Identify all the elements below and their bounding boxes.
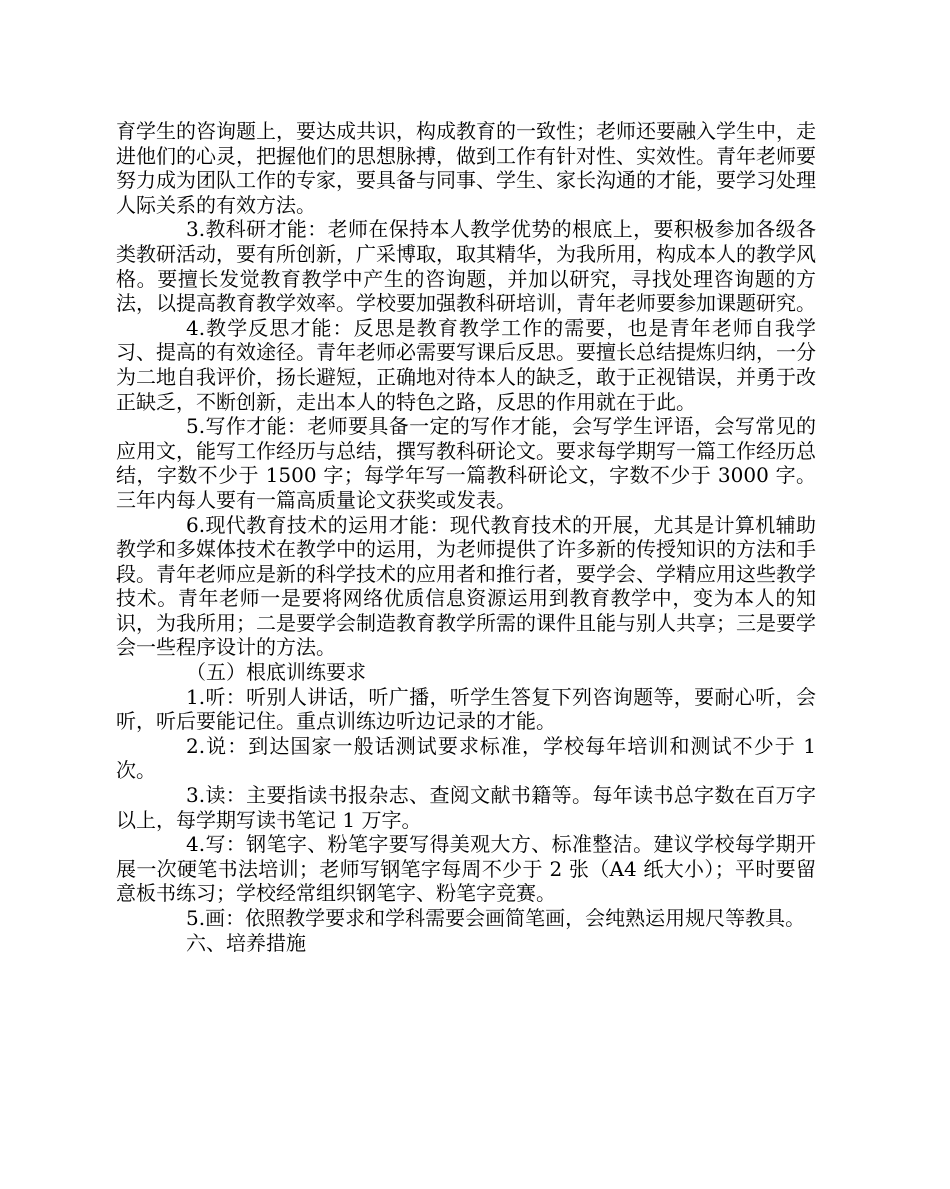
paragraph-research-ability: 3.教科研才能：老师在保持本人教学优势的根底上，要积极参加各级各类教研活动，要有所创新，广采博取，取其精华，为我所用，构成本人的教学风格。要擅长发觉教育教学中产生的咨询题，并加以研究，寻找处理咨询题的方法，以提高教育教学效率。学校要加强教科研培训，青年老师要参加课题研究。: [116, 217, 816, 316]
paragraph-reflection-ability: 4.教学反思才能：反思是教育教学工作的需要，也是青年老师自我学习、提高的有效途径。青年老师必需要写课后反思。要擅长总结提炼归纳，一分为二地自我评价，扬长避短，正确地对待本人的缺乏，敢于正视错误，并勇于改正缺乏，不断创新，走出本人的特色之路，反思的作用就在于此。: [116, 315, 816, 414]
paragraph-drawing: 5.画：依照教学要求和学科需要会画简笔画，会纯熟运用规尺等教具。: [186, 906, 806, 930]
paragraph-writing-ability: 5.写作才能：老师要具备一定的写作才能，会写学生评语，会写常见的应用文，能写工作经历与总结，撰写教科研论文。要求每学期写一篇工作经历总结，字数不少于 1500 字；每学年写一篇教科研论文，字数不少于 3000 字。三年内每人要有一篇高质量论文获奖或发表。: [116, 414, 816, 512]
paragraph-listening: 1.听：听别人讲话，听广播，听学生答复下列咨询题等，要耐心听，会听，听后要能记住。重点训练边听边记录的才能。: [116, 684, 816, 734]
paragraph-technology-ability: 6.现代教育技术的运用才能：现代教育技术的开展，尤其是计算机辅助教学和多媒体技术在教学中的运用，为老师提供了许多新的传授知识的方法和手段。青年老师应是新的科学技术的应用者和推行者，要学会、学精应用这些教学技术。青年老师一是要将网络优质信息资源运用到教育教学中，变为本人的知识，为我所用；二是要学会制造教育教学所需的课件且能与别人共享；三是要学会一些程序设计的方法。: [116, 512, 816, 660]
section-heading-basic-training: （五）根底训练要求: [186, 660, 366, 685]
paragraph-reading: 3.读：主要指读书报杂志、查阅文献书籍等。每年读书总字数在百万字以上，每学期写读书笔记 1 万字。: [116, 783, 816, 832]
paragraph-speaking: 2.说：到达国家一般话测试要求标准，学校每年培训和测试不少于 1 次。: [116, 733, 816, 783]
section-heading-training-measures: 六、培养措施: [186, 930, 306, 955]
paragraph-handwriting: 4.写：钢笔字、粉笔字要写得美观大方、标准整洁。建议学校每学期开展一次硬笔书法培训；老师写钢笔字每周不少于 2 张（A4 纸大小）；平时要留意板书练习；学校经常组织钢笔字、粉笔字竞赛。: [116, 832, 816, 906]
document-body: [116, 119, 816, 955]
paragraph-communication-continued: 育学生的咨询题上，要达成共识，构成教育的一致性；老师还要融入学生中，走进他们的心灵，把握他们的思想脉搏，做到工作有针对性、实效性。青年老师要努力成为团队工作的专家，要具备与同事、学生、家长沟通的才能，要学习处理人际关系的有效方法。: [116, 119, 816, 217]
